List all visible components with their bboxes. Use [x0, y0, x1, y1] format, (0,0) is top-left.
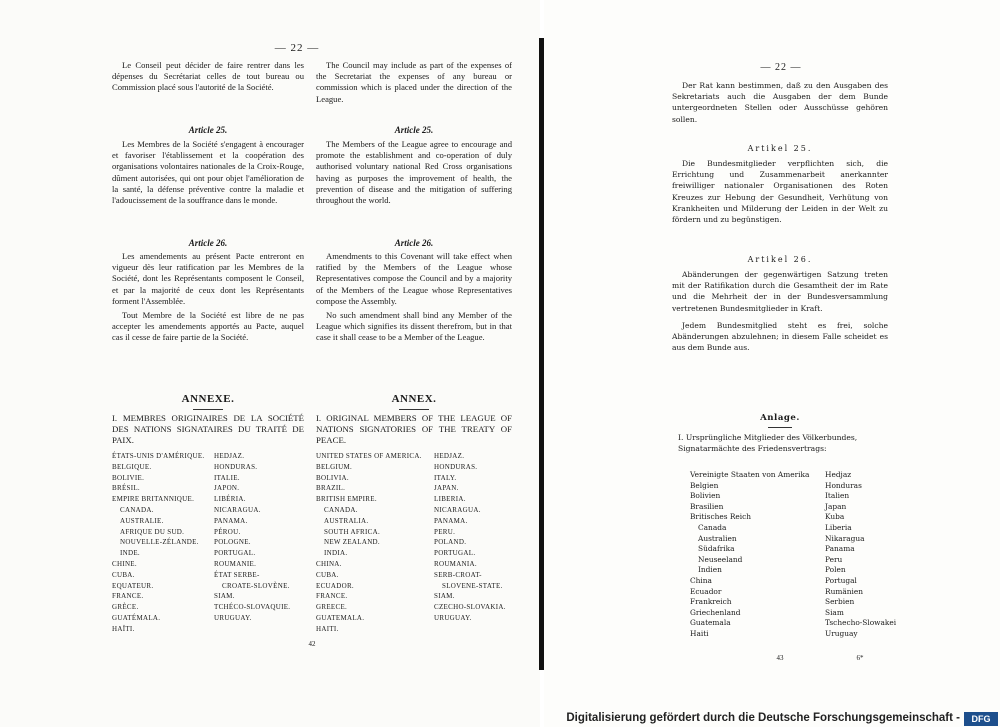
paragraph: No such amendment shall bind any Member of the League which signifies its dissent therefrom, but in that case it shall cease to be a Member of the League. — [316, 310, 512, 343]
article-26-heading-fr: Article 26. — [188, 238, 228, 248]
list-item: CUBA. — [112, 570, 135, 579]
list-item: Hedjaz — [825, 470, 852, 479]
list-item: Serbien — [825, 597, 855, 607]
list-item: HEDJAZ. — [214, 452, 245, 460]
list-item: Peru — [825, 554, 843, 564]
page-number: — 22 — — [760, 62, 802, 73]
list-item: Siam — [825, 607, 844, 617]
list-item: AFRIQUE DU SUD. — [120, 527, 185, 536]
english-intro — [316, 60, 512, 105]
annex-title: ANNEX. — [391, 393, 437, 405]
list-item: ÉTATS-UNIS D'AMÉRIQUE. — [112, 452, 205, 460]
list-item: ECUADOR. — [316, 581, 354, 590]
divider — [193, 409, 223, 410]
paragraph: Der Rat kann bestimmen, daß zu den Ausgaben des Sekretariats auch die Ausgaben der dem Bunde untergeordneten Stellen oder Ausschüsse gehören sollen. — [672, 81, 888, 124]
list-item: GRÈCE. — [112, 603, 139, 612]
list-item: NOUVELLE-ZÉLANDE. — [120, 538, 199, 547]
list-item: Japan — [825, 501, 847, 511]
bottom-page-number: 43 — [776, 654, 784, 662]
paragraph: Tout Membre de la Société est libre de ne pas accepter les amendements apportés au Pacte, auquel cas il cesse de faire partie de la Société. — [112, 310, 304, 343]
list-item: CHINE. — [112, 559, 137, 568]
bottom-page-number: 42 — [308, 640, 316, 648]
list-item: FRANCE. — [316, 592, 348, 601]
paragraph: Abänderungen der gegenwärtigen Satzung treten mit der Ratifikation durch die Gesamtheit der im Rate und die Mehrheit der in der Bundesversammlung vertretenen Bundesmitglieder in Kraft. — [672, 270, 888, 313]
artikel-26 — [672, 269, 888, 353]
country-list-fr-2 — [214, 451, 306, 624]
list-item: SIAM. — [214, 592, 235, 601]
list-item: URUGUAY. — [214, 613, 252, 622]
list-item: URUGUAY. — [434, 613, 472, 622]
list-item: ITALIE. — [214, 473, 240, 482]
list-item: SERB-CROAT- — [434, 570, 482, 579]
list-item: BRITISH EMPIRE. — [316, 495, 377, 504]
list-item: SLOVENE-STATE. — [442, 581, 503, 590]
list-item: JAPAN. — [434, 484, 459, 493]
list-item: SOUTH AFRICA. — [324, 527, 381, 536]
list-item: NICARAGUA. — [214, 505, 261, 514]
list-item: China — [690, 575, 712, 585]
paragraph: Amendments to this Covenant will take effect when ratified by the Members of the League whose Representatives compose the Council and by a majority of the Members of the League whose Representatives compose the Assembly. — [316, 251, 512, 306]
list-item: Bolivien — [690, 491, 721, 501]
list-item: Guatemala — [690, 618, 731, 628]
paragraph: Les Membres de la Société s'engagent à encourager et favoriser l'établissement et la coopération des organisations volontaires nationales de la Croix-Rouge, dûment autorisées, qui ont pour objet l'amélioration de la santé, la défense préventive contre la maladie et l'adoucissement de la souffrance dans le monde. — [112, 139, 304, 206]
list-item: Portugal — [825, 575, 857, 585]
list-item: JAPON. — [214, 484, 240, 493]
list-item: Frankreich — [690, 597, 732, 607]
list-item: BELGIUM. — [316, 462, 353, 471]
list-item: Polen — [825, 565, 846, 575]
list-item: UNITED STATES OF AMERICA. — [316, 452, 422, 460]
article-25-en — [316, 139, 512, 206]
list-item: PORTUGAL. — [214, 549, 256, 558]
article-25-heading-en: Article 25. — [394, 125, 434, 135]
anlage-section: I. Ursprüngliche Mitglieder des Völkerbundes, Signatarmächte des Friedensvertrags: — [678, 433, 858, 454]
list-item: LIBÉRIA. — [214, 495, 246, 504]
paragraph: The Members of the League agree to encourage and promote the establishment and co-operation of duly authorised voluntary national Red Cross organisations having as purposes the improvement of health, the prevention of disease and the mitigation of suffering throughout the world. — [316, 139, 512, 206]
list-item: LIBERIA. — [434, 495, 466, 504]
list-item: CZECHO-SLOVAKIA. — [434, 603, 506, 612]
list-item: GREECE. — [316, 603, 348, 612]
article-26-heading-en: Article 26. — [394, 238, 434, 248]
list-item: POLOGNE. — [214, 538, 251, 547]
list-item: BRÉSIL. — [112, 484, 140, 493]
list-item: Griechenland — [690, 607, 741, 617]
list-item: Britisches Reich — [690, 512, 752, 522]
list-item: Kuba — [825, 512, 845, 522]
list-item: ITALY. — [434, 473, 457, 482]
list-item: AUSTRALIE. — [120, 516, 164, 525]
german-intro — [672, 80, 888, 125]
list-item: Südafrika — [698, 544, 735, 554]
signature-mark: 6* — [856, 654, 864, 662]
country-list-en-2 — [434, 451, 516, 624]
list-item: NICARAGUA. — [434, 505, 481, 514]
page-number: — 22 — — [274, 42, 320, 54]
french-intro — [112, 60, 304, 94]
dfg-logo-icon: DFG — [964, 712, 998, 726]
list-item: HEDJAZ. — [434, 452, 465, 460]
list-item: Italien — [825, 491, 850, 501]
paragraph: Les amendements au présent Pacte entreront en vigueur dès leur ratification par les Membres de la Société, dont les Représentants composent le Conseil, et par la majorité de ceux dont les Représentants forment l'Assemblée. — [112, 251, 304, 306]
list-item: SIAM. — [434, 592, 455, 601]
list-item: PÉROU. — [214, 527, 241, 536]
list-item: BOLIVIE. — [112, 473, 145, 482]
list-item: Tschecho-Slowakei — [825, 618, 897, 628]
country-list-fr-1 — [112, 451, 212, 635]
article-25-fr — [112, 139, 304, 206]
list-item: Brasilien — [690, 501, 724, 511]
divider — [399, 409, 429, 410]
country-list-de-2 — [825, 470, 905, 640]
list-item: Liberia — [825, 522, 852, 532]
list-item: HONDURAS. — [434, 462, 478, 471]
annex-title: ANNEXE. — [181, 393, 235, 405]
list-item: PANAMA. — [214, 516, 248, 525]
list-item: Nikaragua — [825, 533, 865, 543]
list-item: Belgien — [690, 480, 719, 490]
list-item: CHINA. — [316, 559, 342, 568]
list-item: EQUATEUR. — [112, 581, 154, 590]
list-item: Uruguay — [825, 628, 858, 638]
annex-heading-en — [316, 393, 512, 410]
list-item: CANADA. — [120, 505, 154, 514]
anlage-heading — [672, 413, 888, 428]
article-26-fr — [112, 251, 304, 344]
list-item: Neuseeland — [698, 554, 743, 564]
list-item: INDIA. — [324, 549, 348, 558]
list-item: HONDURAS. — [214, 462, 258, 471]
list-item: Panama — [825, 544, 855, 554]
country-list-de-1 — [690, 470, 810, 640]
list-item: INDE. — [120, 549, 140, 558]
list-item: Vereinigte Staaten von Amerika — [690, 470, 810, 479]
list-item: ROUMANIE. — [214, 559, 257, 568]
list-item: Ecuador — [690, 586, 722, 596]
list-item: ÉTAT SERBE- — [214, 570, 260, 579]
list-item: POLAND. — [434, 538, 467, 547]
list-item: CROATE-SLOVÈNE. — [222, 581, 290, 590]
article-25-heading-fr: Article 25. — [188, 125, 228, 135]
footer-banner — [566, 711, 1000, 727]
paragraph: Le Conseil peut décider de faire rentrer dans les dépenses du Secrétariat celles de tout bureau ou Commission placé sous l'autorité de la Société. — [112, 60, 304, 93]
paragraph: Jedem Bundesmitglied steht es frei, solche Abänderungen abzulehnen; in diesem Falle scheidet es aus dem Bunde aus. — [672, 320, 888, 353]
list-item: EMPIRE BRITANNIQUE. — [112, 495, 195, 504]
list-item: ROUMANIA. — [434, 559, 477, 568]
list-item: AUSTRALIA. — [324, 516, 369, 525]
annex-heading-fr — [112, 393, 304, 410]
list-item: GUATEMALA. — [316, 613, 365, 622]
paragraph: Die Bundesmitglieder verpflichten sich, die Errichtung und Zusammenarbeit anerkannter freiwilliger nationaler Organisationen des Roten Kreuzes zur Hebung der Gesundheit, Verhütung von Krankheiten und Milderung der Leiden in der Welt zu fördern und zu begünstigen. — [672, 159, 888, 225]
list-item: BELGIQUE. — [112, 462, 152, 471]
artikel-25-heading: Artikel 25. — [747, 144, 813, 153]
annex-section-en: I. ORIGINAL MEMBERS OF THE LEAGUE OF NATIONS SIGNATORIES OF THE TREATY OF PEACE. — [316, 413, 512, 445]
right-page — [544, 0, 1000, 727]
divider — [768, 427, 792, 428]
list-item: CUBA. — [316, 570, 339, 579]
paragraph: The Council may include as part of the expenses of the Secretariat the expenses of any bureau or commission which is placed under the direction of the League. — [316, 60, 512, 104]
footer-text: Digitalisierung gefördert durch die Deutsche Forschungsgemeinschaft - — [566, 712, 960, 724]
article-26-en — [316, 251, 512, 344]
annex-section-fr: I. MEMBRES ORIGINAIRES DE LA SOCIÉTÉ DES NATIONS SIGNATAIRES DU TRAITÉ DE PAIX. — [112, 413, 304, 445]
list-item: CANADA. — [324, 505, 358, 514]
artikel-25 — [672, 158, 888, 225]
list-item: HAÏTI. — [112, 624, 135, 633]
list-item: BRAZIL. — [316, 484, 346, 493]
list-item: PANAMA. — [434, 516, 468, 525]
list-item: Rumänien — [825, 586, 863, 596]
list-item: Australien — [698, 533, 737, 543]
artikel-26-heading: Artikel 26. — [747, 255, 813, 264]
list-item: Canada — [698, 522, 727, 532]
annex-title: Anlage. — [760, 413, 800, 423]
list-item: GUATÉMALA. — [112, 613, 161, 622]
list-item: PORTUGAL. — [434, 549, 476, 558]
list-item: Indien — [698, 565, 722, 575]
country-list-en-1 — [316, 451, 430, 635]
list-item: PERU. — [434, 527, 456, 536]
list-item: TCHÉCO-SLOVAQUIE. — [214, 603, 291, 612]
list-item: Haiti — [690, 628, 709, 638]
list-item: FRANCE. — [112, 592, 144, 601]
list-item: Honduras — [825, 480, 862, 490]
list-item: NEW ZEALAND. — [324, 538, 380, 547]
list-item: HAITI. — [316, 624, 339, 633]
list-item: BOLIVIA. — [316, 473, 349, 482]
